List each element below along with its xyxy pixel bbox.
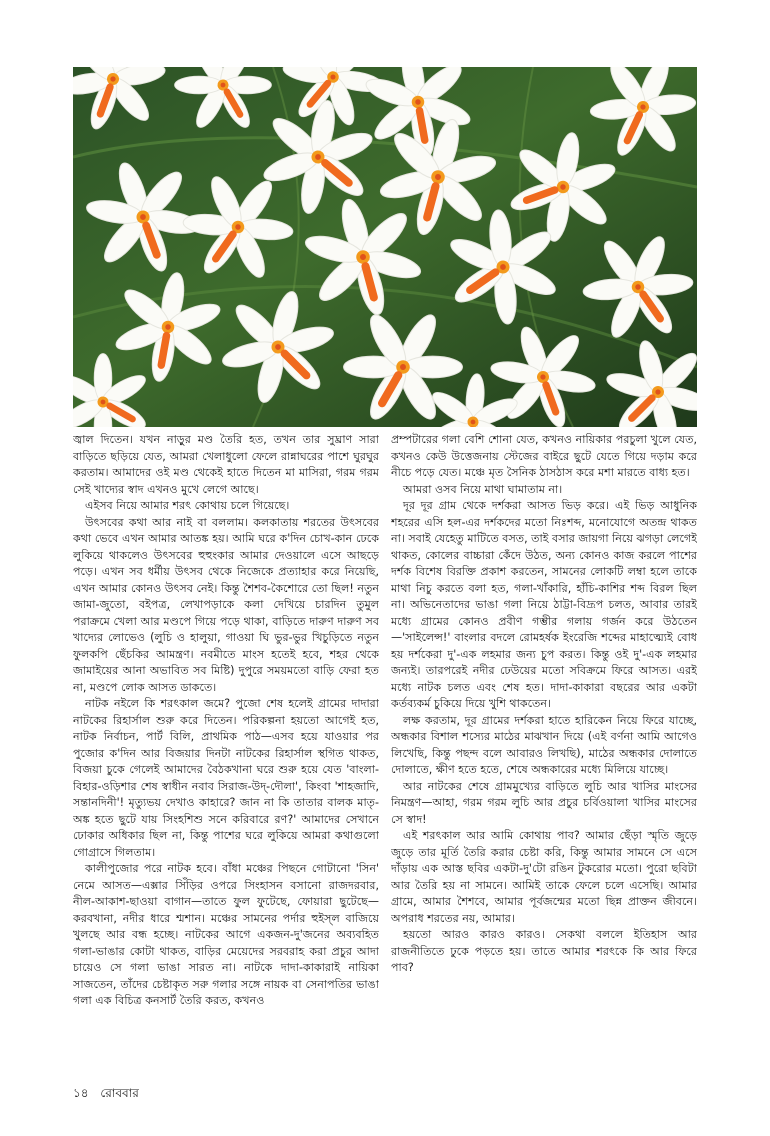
article-column-right	[391, 432, 697, 1080]
paragraph: আর নাটকের শেষে গ্রামমুখ্যের বাড়িতে লুচি আর খাসির মাংসের নিমন্ত্রণ—আহা, গরম গরম লুচি আর প্রচুর চর্বিওয়ালা খাসির মাংসের সে স্বাদ!	[391, 779, 697, 826]
paragraph: হয়তো আরও কারও কারও। সেকথা বললে ইতিহাস আর রাজনীতিতে ঢুকে পড়তে হয়। তাতে আমার শরৎকে কি আর ফিরে পাব?	[391, 928, 697, 974]
paragraph: নাটক নইলে কি শরৎকাল জমে? পুজো শেষ হলেই গ্রামের দাদারা নাটকের রিহার্সাল শুরু করে দিতেন। পরিকল্পনা হয়তো আগেই হত, নাটক নির্বাচন, পার্ট বিলি, প্রাথমিক পাঠ—এসব হয়ে যাওয়ার পর পুজোর ক'দিন আর বিজয়ার দিনটা নাটকের রিহার্সাল স্থগিত থাকত, বিজয়া চুকে গেলেই আমাদের বৈঠকখানা ঘরে শুরু হয়ে যেত 'বাংলা-বিহার-ওড়িশার শেষ স্বাধীন নবাব সিরাজ-উদ্-দৌলা', কিংবা 'শাহজাদি, সন্তানদিনী'! মৃত্যুভয় দেখাও কাহারে? জান না কি তাতার বালক মাতৃ-অঙ্ক হতে ছুটে যায় সিংহশিশু সনে করিবারে রণ?' আমাদের সেখানে ঢোকার অধিকার ছিল না, কিন্তু পাশের ঘরে লুকিয়ে আমরা কথাগুলো গোগ্রাসে গিলতাম।	[73, 697, 379, 859]
paragraph: কালীপুজোর পরে নাটক হবে। বাঁধা মঞ্চের পিছনে গোটানো 'সিন' নেমে আসত—এক্সার সিঁড়ির ওপরে সিংহাসন বসানো রাজদরবার, নীল-আকাশ-ছাওয়া বাগান—তাতে ফুল ফুটেছে, ফোয়ারা ছুটেছে—করবখানা, নদীর ধারে শ্মশান। মঞ্চের সামনের পর্দার হুইস্‌ল বাজিয়ে খুলছে আর বন্ধ হচ্ছে। নাটকের আগে একজন-দু'জনের অব্যবহিত গলা-ভাঙার কোটা থাকত, বাড়ির মেয়েদের সরবরাহ করা প্রচুর আদা চায়েও সে গলা ভাঙা সারত না। নাটকে দাদা-কাকারাই নায়িকা সাজতেন, তাঁদের চেষ্টাকৃত সরু গলার সঙ্গে নায়ক বা সেনাপতির ভাঙা গলা এক বিচিত্র কনসার্ট তৈরি করত, কখনও	[73, 862, 379, 1007]
paragraph: এইসব নিয়ে আমার শরৎ কোথায় চলে গিয়েছে।	[85, 499, 290, 512]
paragraph: প্রম্পটারের গলা বেশি শোনা যেত, কখনও নায়িকার পরচুলা খুলে যেত, কখনও কেউ উত্তেজনায় স্টেজের বাইরে ছুটে যেতে গিয়ে দড়াম করে নীচে পড়ে যেত। মঞ্চে মৃত সৈনিক ঠাসঠাস করে মশা মারতে বাধ্য হত।	[391, 433, 697, 479]
page-number: ১৪	[73, 1086, 89, 1100]
paragraph: লক্ষ করতাম, দূর গ্রামের দর্শকরা হাতে হারিকেন নিয়ে ফিরে যাচ্ছে, অন্ধকার বিশাল শস্যের মাঠের মাঝখান দিয়ে (এই বর্ণনা আমি আগেও লিখেছি, কিন্তু পছন্দ বলে আবারও লিখছি), মাঠের অন্ধকার দোলাতে দোলাতে, ক্ষীণ হতে হতে, শেষে অন্ধকারের মধ্যে মিলিয়ে যাচ্ছে।	[391, 713, 697, 776]
paragraph: এই শরৎকাল আর আমি কোথায় পাব? আমার ছেঁড়া স্মৃতি জুড়ে জুড়ে তার মূর্তি তৈরি করার চেষ্টা করি, কিন্তু আমার সামনে সে এসে দাঁড়ায় এক আস্ত ছবির একটা-দু'টো রঙিন টুকরোর মতো। পুরো ছবিটা আর তৈরি হয় না সামনে। আমিই তাকে ফেলে চলে এসেছি। আমার গ্রামে, আমার শৈশবে, আমার পূর্বজন্মের মতো ছিন্ন প্রাক্তন জীবনে। অপরাধ শরতের নয়, আমার।	[391, 829, 697, 925]
magazine-name: রোববার	[100, 1086, 139, 1100]
article-column-left	[73, 432, 379, 1080]
paragraph: জ্বাল দিতেন। যখন নাড়ুর মণ্ড তৈরি হত, তখন তার সুঘ্রাণ সারা বাড়িতে ছড়িয়ে যেত, আমরা খেলাধুলো ফেলে রান্নাঘরের পাশে ঘুরঘুর করতাম। আমাদের ওই মণ্ড থেকেই হাতে দিতেন মা মাসিরা, গরম গরম সেই খাদ্যের স্বাদ এখনও মুখে লেগে আছে।	[73, 433, 379, 496]
paragraph: আমরা ওসব নিয়ে মাথা ঘামাতাম না।	[403, 482, 563, 496]
paragraph: উৎসবের কথা আর নাই বা বললাম। কলকাতায় শরতের উৎসবের কথা ভেবে এখন আমার আতঙ্ক হয়। আমি ঘরে ক'দিন চোখ-কান ঢেকে লুকিয়ে থাকলেও উৎসবের হুহুংকার আমার দেওয়ালে এসে আছড়ে পড়ে। এখন সব ধর্মীয় উৎসব থেকে নিজেকে প্রত্যাহার করে নিয়েছি, এখন আমার কোনও উৎসব নেই। কিন্তু শৈশব-কৈশোরে তো ছিল! নতুন জামা-জুতো, বইপত্র, লেখাপড়াকে কলা দেখিয়ে চারদিন তুমুল পরাক্রমে খেলা আর মণ্ডপে গিয়ে পড়ে থাকা, বাড়িতে দারুণ দারুণ সব খাদ্যের লোভেও (লুচি ও হালুয়া, গাওয়া ঘি ভুর-ভুর খিচুড়িতে নতুন ফুলকপি ছেঁচকির আমন্ত্রণ। নবমীতে মাংস হতেই হবে, শহর থেকে জামাইয়ের আনা অভাবিত সব মিষ্টি) দুপুরে সময়মতো বাড়ি ফেরা হত না, মণ্ডপে লোক আসত ডাকতে।	[73, 515, 379, 694]
paragraph: দূর দূর গ্রাম থেকে দর্শকরা আসত ভিড় করে। এই ভিড় আধুনিক শহরের এসি হল-এর দর্শকদের মতো নিঃশব্দ, মনোযোগে অতন্দ্র থাকত না। সবাই যেহেতু মাটিতে বসত, তাই বসার জায়গা নিয়ে ঝগড়া লেগেই থাকত, কোলের বাচ্চারা কেঁদে উঠত, অন্য কোনও কাজ করলে পাশের দর্শক বিশেষ বিরক্তি প্রকাশ করতেন, সামনের লোকটি লম্বা হলে তাকে মাথা নিচু করতে বলা হত, গলা-খাঁকারি, হাঁচি-কাশির শব্দ বিরল ছিল না। অভিনেতাদের ভাঙা গলা নিয়ে ঠাট্টা-বিদ্রূপ চলত, আবার তারই মধ্যে গ্রামের কোনও প্রবীণ গম্ভীর গলায় গর্জন করে উঠতেন—'সাইলেন্স!' বাংলার বদলে রোমহর্ষক ইংরেজি শব্দের মাহাত্ম্যেই বোধ হয় দর্শকেরা দু'-এক লহমার জন্য চুপ করত। কিন্তু ওই দু'-এক লহমার জন্যই। তারপরেই নদীর ঢেউয়ের মতো সবিক্রমে ফিরে আসত। এরই মধ্যে নাটক চলত এবং শেষ হত। দাদা-কাকারা বছরের আর একটা কর্তব্যকর্ম চুকিয়ে দিয়ে খুশি থাকতেন।	[391, 499, 697, 710]
page-footer	[73, 1085, 147, 1105]
flower-photo	[73, 67, 697, 427]
